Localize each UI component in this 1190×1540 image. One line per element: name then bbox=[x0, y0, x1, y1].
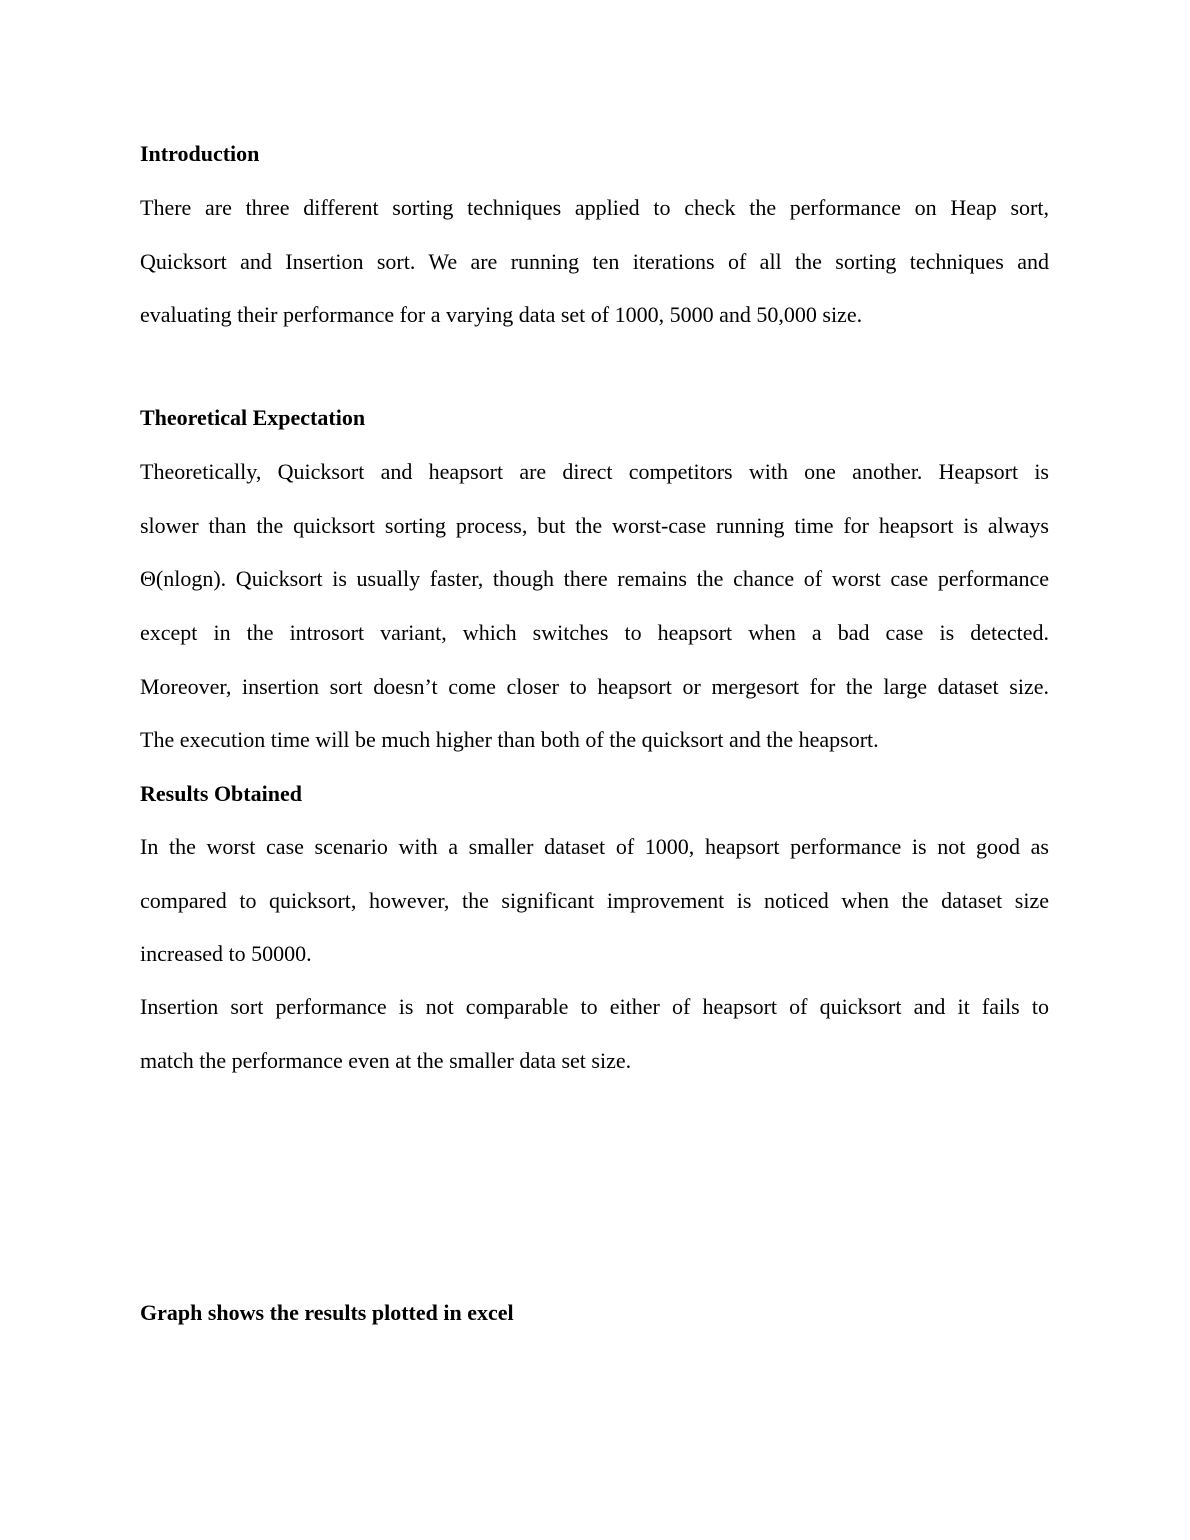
text-line: The execution time will be much higher than both of the quicksort and the heapsort. bbox=[140, 727, 879, 753]
heading-introduction: Introduction bbox=[140, 141, 260, 166]
text-line: Theoretically, Quicksort and heapsort are direct competitors with one another. Heapsort is bbox=[140, 459, 1049, 484]
text-line: slower than the quicksort sorting process, but the worst-case running time for heapsort is always bbox=[140, 512, 1049, 538]
text-line: compared to quicksort, however, the significant improvement is noticed when the dataset size bbox=[140, 887, 1049, 913]
text-line: In the worst case scenario with a smaller dataset of 1000, heapsort performance is not good as bbox=[140, 834, 1049, 859]
text-line: Θ(nlogn). Quicksort is usually faster, though there remains the chance of worst case performance bbox=[140, 566, 1049, 592]
paragraph-theoretical-expectation bbox=[140, 445, 1049, 767]
paragraph-results-2 bbox=[140, 980, 1049, 1087]
text-line: Moreover, insertion sort doesn’t come closer to heapsort or mergesort for the large dataset size. bbox=[140, 673, 1049, 699]
text-line: There are three different sorting techniques applied to check the performance on Heap sort, bbox=[140, 195, 1049, 220]
text-line: evaluating their performance for a varying data set of 1000, 5000 and 50,000 size. bbox=[140, 302, 863, 328]
text-line: Quicksort and Insertion sort. We are running ten iterations of all the sorting techniques and bbox=[140, 248, 1049, 274]
heading-graph: Graph shows the results plotted in excel bbox=[140, 1300, 514, 1325]
paragraph-introduction bbox=[140, 181, 1049, 342]
text-line: Insertion sort performance is not comparable to either of heapsort of quicksort and it fails to bbox=[140, 994, 1049, 1019]
text-line: increased to 50000. bbox=[140, 941, 312, 967]
heading-results-obtained: Results Obtained bbox=[140, 781, 302, 806]
text-line: except in the introsort variant, which switches to heapsort when a bad case is detected. bbox=[140, 620, 1049, 646]
heading-theoretical-expectation: Theoretical Expectation bbox=[140, 405, 366, 430]
paragraph-results-1 bbox=[140, 820, 1049, 981]
text-line: match the performance even at the smaller data set size. bbox=[140, 1047, 632, 1073]
